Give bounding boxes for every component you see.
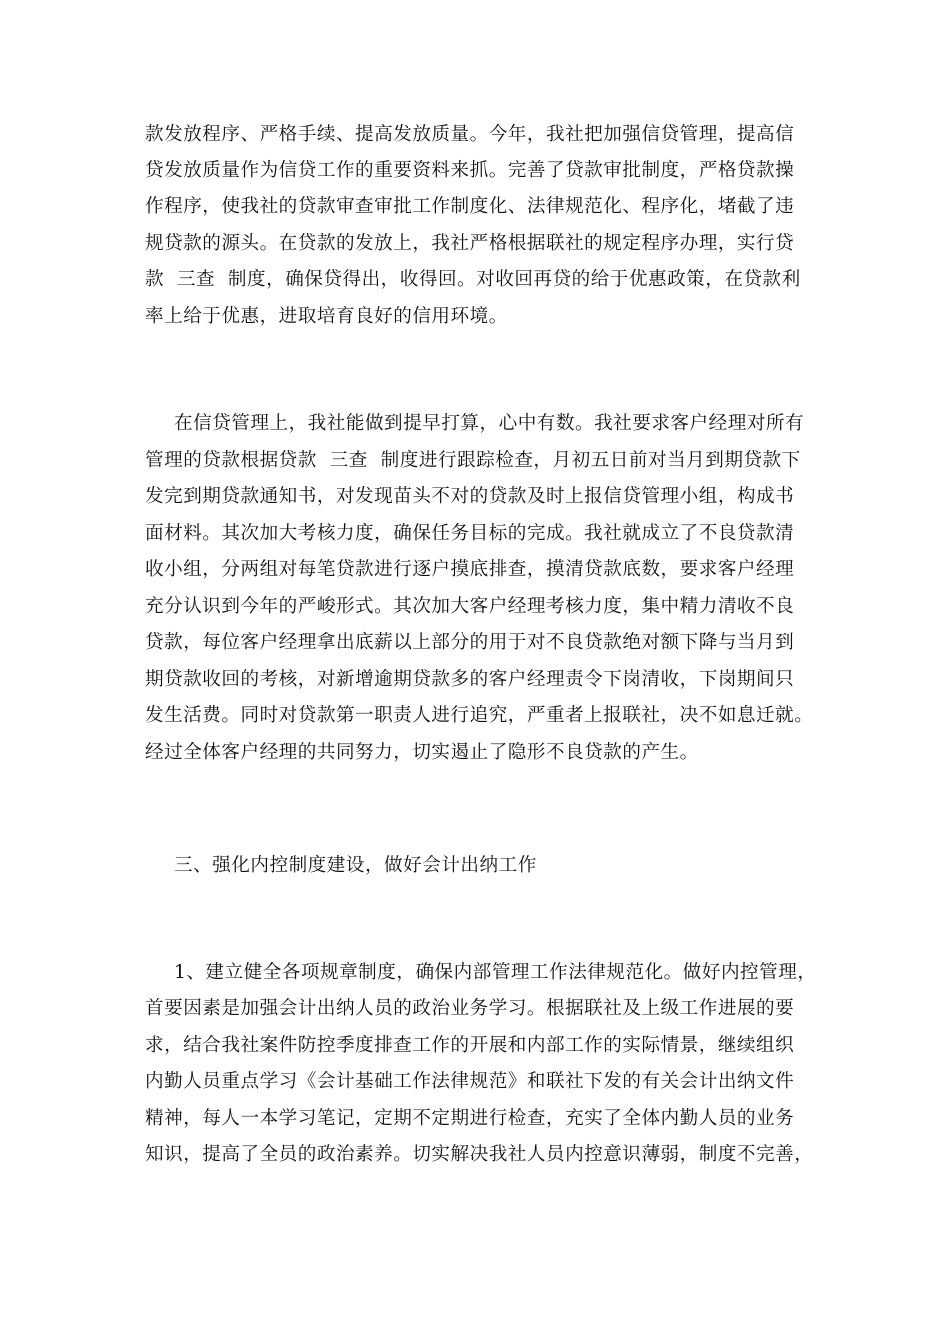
paragraph-line: 规贷款的源头。在贷款的发放上，我社严格根据联社的规定程序办理，实行贷 <box>145 233 795 254</box>
paragraph-line: 经过全体客户经理的共同努力，切实遏止了隐形不良贷款的产生。 <box>145 742 699 763</box>
section-heading-text: 三、强化内控制度建设，做好会计出纳工作 <box>174 855 537 876</box>
paragraph-line: 款 三查 制度，确保贷得出，收得回。对收回再贷的给于优惠政策，在贷款利 <box>145 269 801 290</box>
paragraph-line: 精神，每人一本学习笔记，定期不定期进行检查，充实了全体内勤人员的业务 <box>145 1108 795 1129</box>
paragraph-line: 面材料。其次加大考核力度，确保任务目标的完成。我社就成立了不良贷款清 <box>145 523 795 544</box>
paragraph-line: 款发放程序、严格手续、提高发放质量。今年，我社把加强信贷管理，提高信 <box>145 124 795 145</box>
paragraph-line: 知识，提高了全员的政治素养。切实解决我社人员内控意识薄弱，制度不完善， <box>145 1144 814 1165</box>
paragraph-line: 贷发放质量作为信贷工作的重要资料来抓。完善了贷款审批制度，严格贷款操 <box>145 160 795 181</box>
paragraph-line: 管理的贷款根据贷款 三查 制度进行跟踪检查，月初五日前对当月到期贷款下 <box>145 450 801 471</box>
paragraph-line: 作程序，使我社的贷款审查审批工作制度化、法律规范化、程序化，堵截了违 <box>145 196 795 217</box>
paragraph-line: 发生活费。同时对贷款第一职责人进行追究，严重者上报联社，决不如息迁就。 <box>145 705 814 726</box>
paragraph-line: 1、建立健全各项规章制度，确保内部管理工作法律规范化。做好内控管理， <box>174 962 817 983</box>
paragraph-line: 求，结合我社案件防控季度排查工作的开展和内部工作的实际情景，继续组织 <box>145 1035 795 1056</box>
paragraph-line: 率上给于优惠，进取培育良好的信用环境。 <box>145 306 508 327</box>
paragraph-line: 在信贷管理上，我社能做到提早打算，心中有数。我社要求客户经理对所有 <box>174 413 805 434</box>
paragraph-line: 内勤人员重点学习《会计基础工作法律规范》和联社下发的有关会计出纳文件 <box>145 1071 795 1092</box>
paragraph-line: 充分认识到今年的严峻形式。其次加大客户经理考核力度，集中精力清收不良 <box>145 596 795 617</box>
paragraph-line: 贷款，每位客户经理拿出底薪以上部分的用于对不良贷款绝对额下降与当月到 <box>145 632 795 653</box>
paragraph-line: 期贷款收回的考核，对新增逾期贷款多的客户经理责令下岗清收，下岗期间只 <box>145 669 795 690</box>
paragraph-line: 发完到期贷款通知书，对发现苗头不对的贷款及时上报信贷管理小组，构成书 <box>145 486 795 507</box>
paragraph-line: 收小组，分两组对每笔贷款进行逐户摸底排查，摸清贷款底数，要求客户经理 <box>145 559 795 580</box>
paragraph-line: 首要因素是加强会计出纳人员的政治业务学习。根据联社及上级工作进展的要 <box>145 998 795 1019</box>
